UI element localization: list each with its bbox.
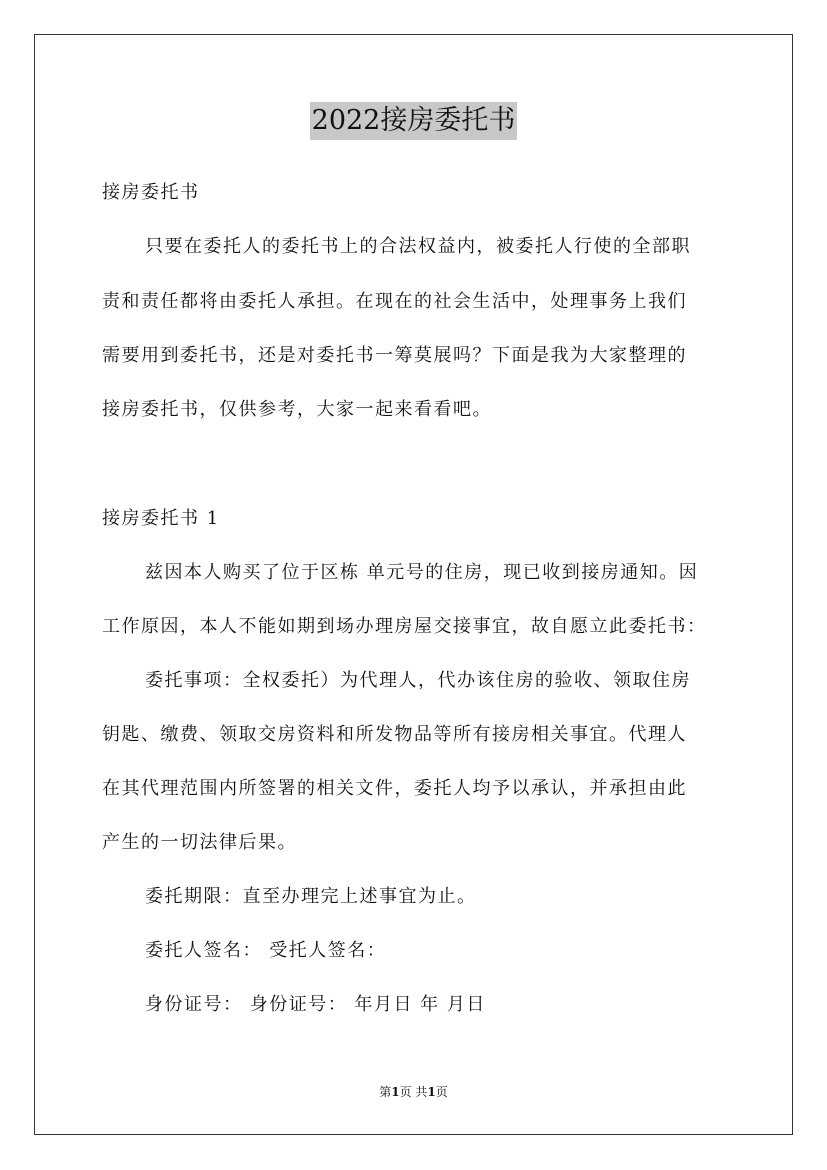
body-line: 产生的一切法律后果。 [102,832,297,853]
body-line: 委托期限：直至办理完上述事宜为止。 [145,886,477,907]
intro-line: 责和责任都将由委托人承担。在现在的社会生活中，处理事务上我们 [102,291,687,312]
title-container [0,102,827,140]
document-title: 2022接房委托书 [310,102,518,140]
body-line: 委托人签名： 受托人签名： [145,940,387,961]
intro-line: 只要在委托人的委托书上的合法权益内，被委托人行使的全部职 [145,236,691,257]
footer-middle: 页 共 [399,1085,428,1099]
footer-suffix: 页 [435,1085,448,1099]
subtitle: 接房委托书 [102,182,200,203]
body-line: 身份证号： 身份证号： 年月日 年 月日 [145,994,486,1015]
section-heading: 接房委托书 1 [102,508,220,529]
footer-total-pages: 1 [427,1085,436,1099]
footer-page-number: 1 [391,1085,400,1099]
footer-prefix: 第 [379,1085,392,1099]
body-line: 钥匙、缴费、领取交房资料和所发物品等所有接房相关事宜。代理人 [102,724,687,745]
body-line: 兹因本人购买了位于区栋 单元号的住房，现已收到接房通知。因 [145,562,699,583]
page-footer [0,1084,827,1100]
body-line: 委托事项：全权委托）为代理人，代办该住房的验收、领取住房 [145,670,691,691]
intro-line: 需要用到委托书，还是对委托书一筹莫展吗？下面是我为大家整理的 [102,345,687,366]
intro-line: 接房委托书，仅供参考，大家一起来看看吧。 [102,399,492,420]
body-line: 在其代理范围内所签署的相关文件，委托人均予以承认，并承担由此 [102,778,687,799]
body-line: 工作原因，本人不能如期到场办理房屋交接事宜，故自愿立此委托书： [102,616,707,637]
